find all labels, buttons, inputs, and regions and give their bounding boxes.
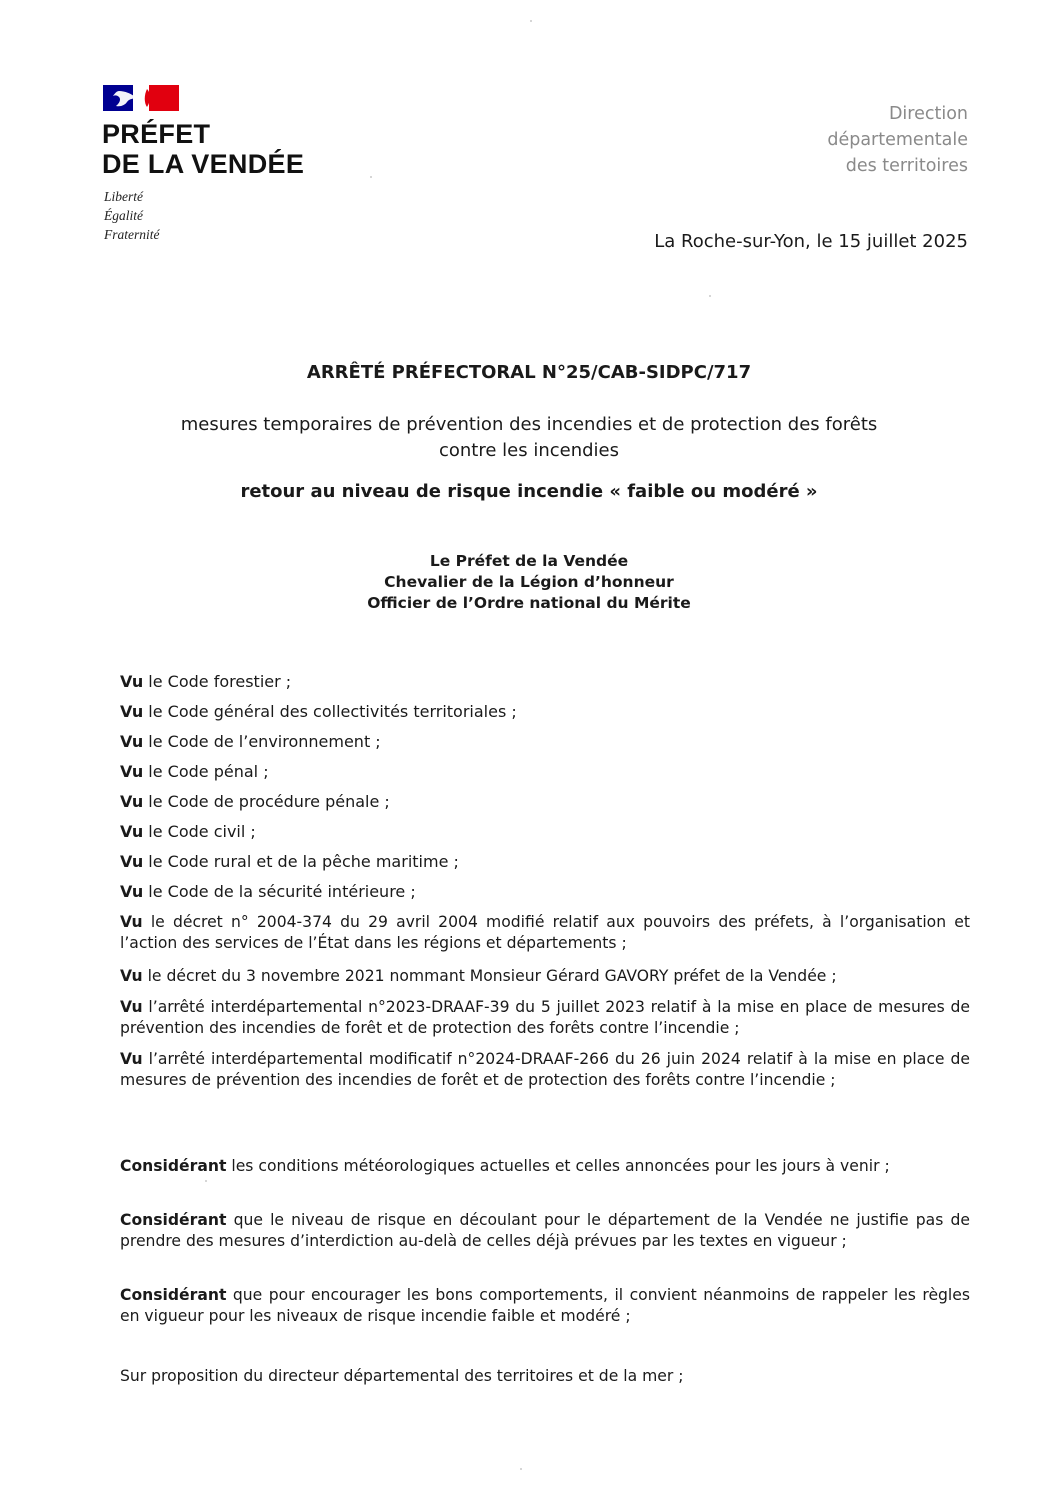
scan-speck xyxy=(205,1180,207,1182)
vu-text: le Code de procédure pénale ; xyxy=(148,792,390,811)
prefet-title-1: Le Préfet de la Vendée xyxy=(429,552,629,570)
vu-keyword: Vu xyxy=(120,732,144,751)
vu-item xyxy=(120,997,970,1039)
arrete-subject xyxy=(0,412,1058,464)
prefet-line-2: DE LA VENDÉE xyxy=(102,149,305,179)
vu-item xyxy=(120,912,970,954)
prefet-title-2: Chevalier de la Légion d’honneur xyxy=(384,573,674,591)
vu-keyword: Vu xyxy=(120,882,144,901)
considerant-text: que pour encourager les bons comportements, il convient néanmoins de rappeler les règles en vigueur pour les niveaux de risque incendie faible et modéré ; xyxy=(120,1286,970,1325)
prefet-name-block xyxy=(102,119,304,179)
vu-text: le Code de la sécurité intérieure ; xyxy=(148,882,416,901)
vu-text: l’arrêté interdépartemental n°2023-DRAAF-39 du 5 juillet 2023 relatif à la mise en place de mesures de prévention des incendies de forêt et de protection des forêts contre l’incendie ; xyxy=(120,998,970,1037)
scan-speck xyxy=(370,176,372,178)
considerant-item xyxy=(120,1285,970,1327)
vu-keyword: Vu xyxy=(120,672,144,691)
proposition-line: Sur proposition du directeur départemental des territoires et de la mer ; xyxy=(120,1367,684,1385)
arrete-title: ARRÊTÉ PRÉFECTORAL N°25/CAB-SIDPC/717 xyxy=(306,362,752,383)
vu-item xyxy=(120,966,970,987)
vu-item xyxy=(120,791,970,812)
considerant-text: les conditions météorologiques actuelles et celles annoncées pour les jours à venir ; xyxy=(231,1157,890,1175)
considerant-item xyxy=(120,1210,970,1252)
vu-keyword: Vu xyxy=(120,792,144,811)
devise-block xyxy=(104,187,160,244)
considerant-text: que le niveau de risque en découlant pour le département de la Vendée ne justifie pas de prendre des mesures d’interdiction au-delà de celles déjà prévues par les textes en vigueur ; xyxy=(120,1211,970,1250)
vu-text: le Code général des collectivités territoriales ; xyxy=(148,702,517,721)
devise-liberte: Liberté xyxy=(104,189,143,204)
scan-speck xyxy=(520,1468,522,1470)
vu-item xyxy=(120,881,970,902)
vu-text: le Code civil ; xyxy=(148,822,256,841)
vu-text: le Code forestier ; xyxy=(148,672,292,691)
devise-egalite: Égalité xyxy=(104,208,143,223)
vu-item xyxy=(120,701,970,722)
vu-keyword: Vu xyxy=(120,913,143,931)
vu-item xyxy=(120,851,970,872)
devise-fraternite: Fraternité xyxy=(104,227,160,242)
direction-block xyxy=(827,101,968,179)
vu-text: le décret du 3 novembre 2021 nommant Monsieur Gérard GAVORY préfet de la Vendée ; xyxy=(147,967,837,985)
considerant-keyword: Considérant xyxy=(120,1157,227,1175)
date-line: La Roche-sur-Yon, le 15 juillet 2025 xyxy=(654,231,968,252)
vu-item xyxy=(120,731,970,752)
vu-item xyxy=(120,1049,970,1091)
vu-text: le décret n° 2004-374 du 29 avril 2004 modifié relatif aux pouvoirs des préfets, à l’organisation et l’action des services de l’État dans les régions et départements ; xyxy=(120,913,970,952)
risk-level-title: retour au niveau de risque incendie « faible ou modéré » xyxy=(240,481,818,502)
subject-line-1: mesures temporaires de prévention des incendies et de protection des forêts xyxy=(180,414,878,435)
scan-speck xyxy=(530,20,532,22)
vu-item xyxy=(120,671,970,692)
vu-keyword: Vu xyxy=(120,822,144,841)
direction-line-2: départementale xyxy=(827,130,968,150)
considerant-keyword: Considérant xyxy=(120,1211,227,1229)
direction-line-3: des territoires xyxy=(845,156,968,176)
vu-keyword: Vu xyxy=(120,1050,143,1068)
vu-text: le Code rural et de la pêche maritime ; xyxy=(148,852,459,871)
prefet-titles xyxy=(0,551,1058,614)
vu-keyword: Vu xyxy=(120,852,144,871)
vu-text: le Code de l’environnement ; xyxy=(148,732,381,751)
vu-item xyxy=(120,821,970,842)
vu-keyword: Vu xyxy=(120,967,143,985)
prefet-line-1: PRÉFET xyxy=(102,119,211,149)
subject-line-2: contre les incendies xyxy=(438,440,620,461)
considerant-item xyxy=(120,1156,970,1177)
vu-keyword: Vu xyxy=(120,998,143,1016)
vu-text: le Code pénal ; xyxy=(148,762,269,781)
vu-keyword: Vu xyxy=(120,762,144,781)
marianne-logo xyxy=(103,85,179,111)
considerant-keyword: Considérant xyxy=(120,1286,227,1304)
direction-line-1: Direction xyxy=(888,104,968,124)
vu-text: l’arrêté interdépartemental modificatif n°2024-DRAAF-266 du 26 juin 2024 relatif à la mise en place de mesures de prévention des incendies de forêt et de protection des forêts contre l’incendie ; xyxy=(120,1050,970,1089)
vu-item xyxy=(120,761,970,782)
scan-speck xyxy=(709,295,711,297)
prefet-title-3: Officier de l’Ordre national du Mérite xyxy=(367,594,691,612)
vu-keyword: Vu xyxy=(120,702,144,721)
